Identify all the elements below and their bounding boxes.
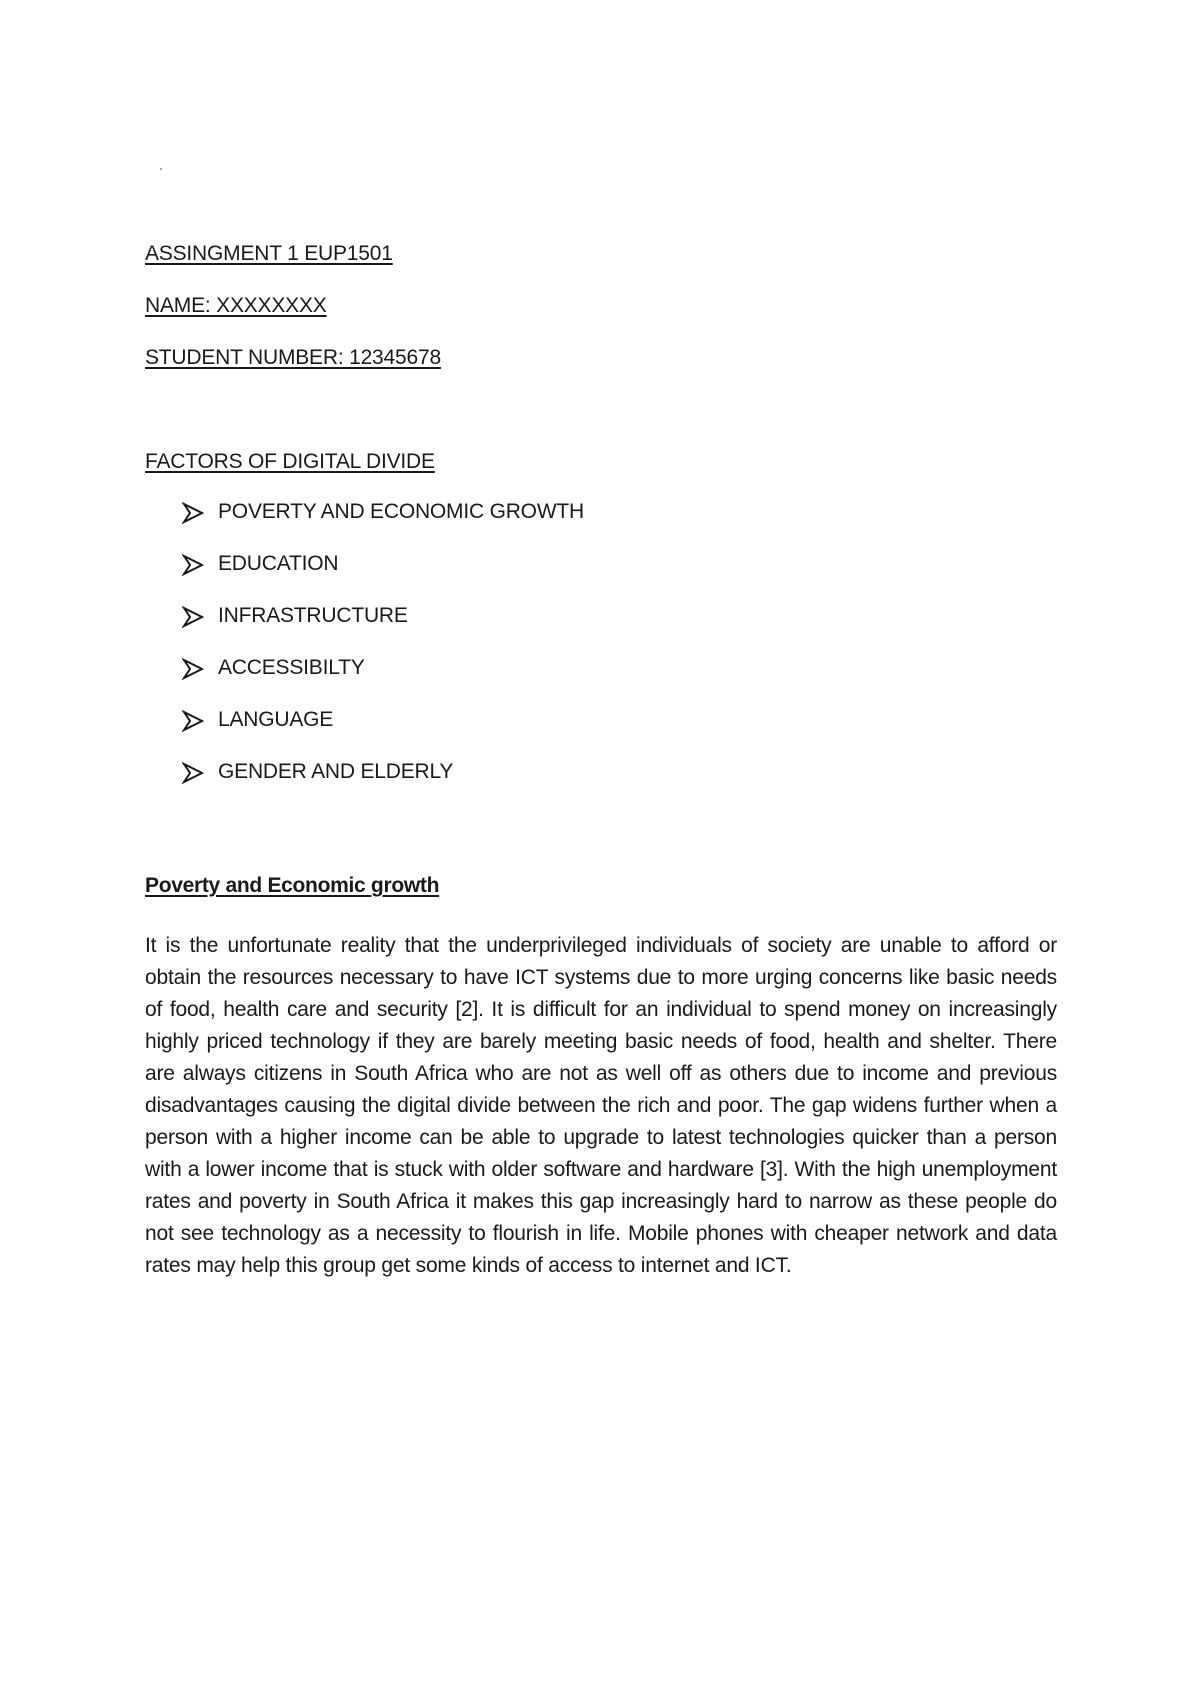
arrowhead-bullet-icon [182,606,204,628]
list-item [182,656,584,708]
list-item-label: ACCESSIBILTY [218,656,365,679]
stray-mark [160,168,162,170]
arrowhead-bullet-icon [182,710,204,732]
assignment-title: ASSINGMENT 1 EUP1501 [145,242,393,265]
arrowhead-bullet-icon [182,658,204,680]
student-name: NAME: XXXXXXXX [145,294,327,317]
section-heading: Poverty and Economic growth [145,874,440,897]
list-item [182,500,584,552]
list-item [182,552,584,604]
arrowhead-bullet-icon [182,502,204,524]
list-item [182,708,584,760]
student-number: STUDENT NUMBER: 12345678 [145,346,441,369]
factors-list [182,500,584,812]
arrowhead-bullet-icon [182,554,204,576]
list-item-label: GENDER AND ELDERLY [218,760,454,783]
factors-title: FACTORS OF DIGITAL DIVIDE [145,450,435,473]
list-item [182,604,584,656]
list-item-label: EDUCATION [218,552,339,575]
arrowhead-bullet-icon [182,762,204,784]
body-paragraph: It is the unfortunate reality that the underprivileged individuals of society are unable to afford or obtain the resources necessary to have ICT systems due to more urging concerns like basic needs of food, health care and security [2]. It is difficult for an individual to spend money on increasingly highly priced technology if they are barely meeting basic needs of food, health and shelter. There are always citizens in South Africa who are not as well off as others due to income and previous disadvantages causing the digital divide between the rich and poor. The gap widens further when a person with a higher income can be able to upgrade to latest technologies quicker than a person with a lower income that is stuck with older software and hardware [3]. With the high unemployment rates and poverty in South Africa it makes this gap increasingly hard to narrow as these people do not see technology as a necessity to flourish in life. Mobile phones with cheaper network and data rates may help this group get some kinds of access to internet and ICT. [145,934,1057,1277]
list-item-label: INFRASTRUCTURE [218,604,408,627]
list-item-label: POVERTY AND ECONOMIC GROWTH [218,500,585,523]
list-item [182,760,584,812]
list-item-label: LANGUAGE [218,708,334,731]
